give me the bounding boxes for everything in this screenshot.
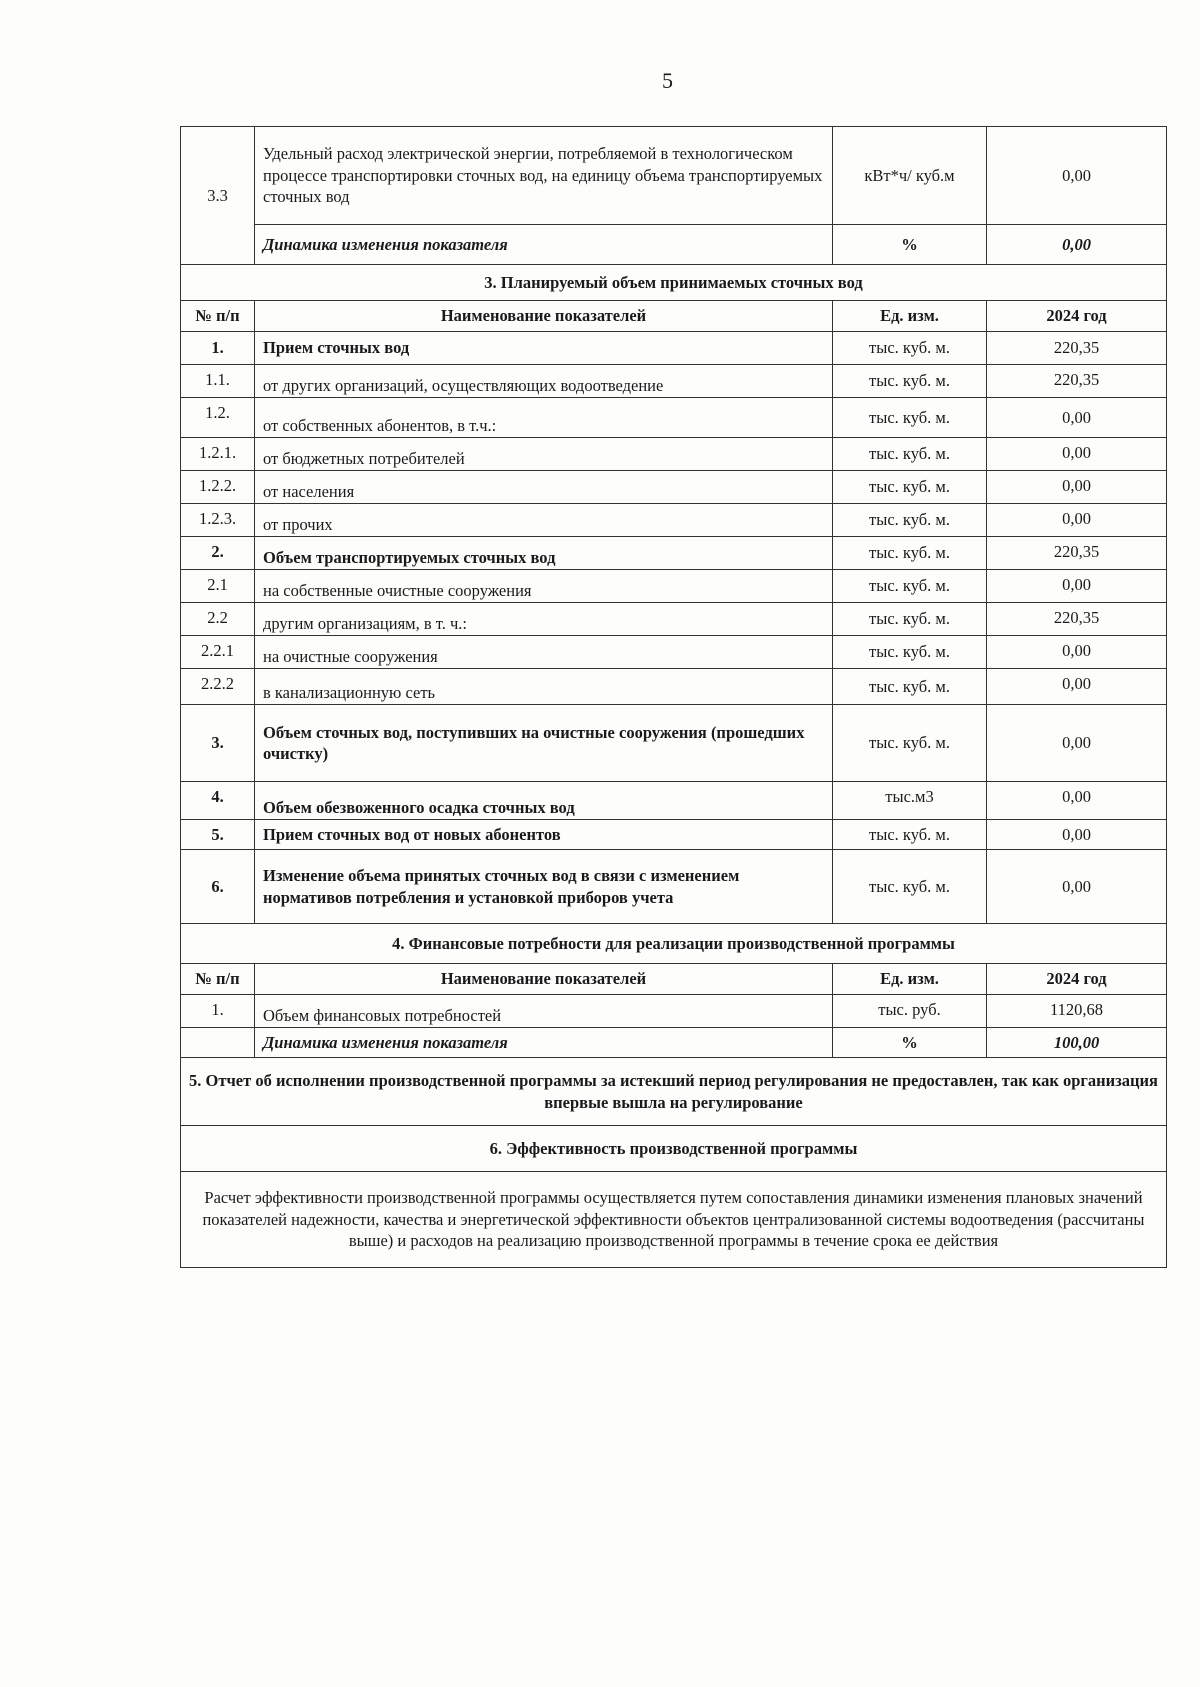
row-number: 1.2.3. [181, 504, 255, 537]
indicator-name: Прием сточных вод от новых абонентов [255, 820, 833, 850]
table-row [181, 398, 1167, 438]
table-row [181, 570, 1167, 603]
indicator-name: Объем обезвоженного осадка сточных вод [255, 782, 833, 820]
row-number: 5. [181, 820, 255, 850]
indicator-name: от собственных абонентов, в т.ч.: [255, 398, 833, 438]
indicator-unit: тыс. куб. м. [833, 705, 987, 782]
indicators-table [180, 126, 1167, 1268]
indicator-value: 0,00 [987, 636, 1167, 669]
table-row [181, 471, 1167, 504]
row-number: 4. [181, 782, 255, 820]
dynamics-value: 0,00 [987, 225, 1167, 265]
column-header: № п/п [181, 964, 255, 995]
row-number: 2.1 [181, 570, 255, 603]
row-number: 3. [181, 705, 255, 782]
indicator-value: 220,35 [987, 603, 1167, 636]
indicator-name: Объем сточных вод, поступивших на очистные сооружения (прошедших очистку) [255, 705, 833, 782]
indicator-value: 0,00 [987, 850, 1167, 924]
table-row [181, 438, 1167, 471]
column-header: Ед. изм. [833, 301, 987, 332]
indicator-unit: тыс.м3 [833, 782, 987, 820]
indicator-unit: тыс. куб. м. [833, 570, 987, 603]
indicator-name: от бюджетных потребителей [255, 438, 833, 471]
row-number: 1. [181, 995, 255, 1028]
dynamics-unit: % [833, 225, 987, 265]
row-number: 1.2.2. [181, 471, 255, 504]
row-number: 6. [181, 850, 255, 924]
indicator-unit: тыс. куб. м. [833, 850, 987, 924]
section-paragraph: Расчет эффективности производственной программы осуществляется путем сопоставления динамики изменения плановых значений показателей надежности, качества и энергетической эффективности объектов централизованной системы водоотведения (рассчитаны выше) и расходов на реализацию производственной программы в течение срока ее действия [181, 1172, 1167, 1268]
section-title: 4. Финансовые потребности для реализации производственной программы [181, 924, 1167, 964]
section-6-text-row [181, 1172, 1167, 1268]
indicator-unit: тыс. куб. м. [833, 603, 987, 636]
row-number: 1. [181, 332, 255, 365]
indicator-value: 0,00 [987, 504, 1167, 537]
table-row [181, 603, 1167, 636]
indicator-name: Объем транспортируемых сточных вод [255, 537, 833, 570]
indicator-name: на очистные сооружения [255, 636, 833, 669]
indicator-unit: тыс. куб. м. [833, 504, 987, 537]
table-row [181, 820, 1167, 850]
table-row [181, 705, 1167, 782]
column-header: Наименование показателей [255, 301, 833, 332]
section-5-row [181, 1058, 1167, 1126]
table-row [181, 537, 1167, 570]
indicator-value: 0,00 [987, 438, 1167, 471]
section-6-title-row [181, 1126, 1167, 1172]
table-row-3-3 [181, 127, 1167, 225]
indicator-unit: тыс. куб. м. [833, 438, 987, 471]
column-header: Наименование показателей [255, 964, 833, 995]
column-header: 2024 год [987, 301, 1167, 332]
page-number: 5 [662, 68, 673, 93]
row-number: 1.2.1. [181, 438, 255, 471]
dynamics-value: 100,00 [987, 1028, 1167, 1058]
row-number: 2.2.1 [181, 636, 255, 669]
indicator-name: другим организациям, в т. ч.: [255, 603, 833, 636]
indicator-value: 220,35 [987, 365, 1167, 398]
row-number: 2.2.2 [181, 669, 255, 705]
indicator-name: Изменение объема принятых сточных вод в связи с изменением нормативов потребления и установкой приборов учета [255, 850, 833, 924]
indicator-name: на собственные очистные сооружения [255, 570, 833, 603]
indicator-value: 0,00 [987, 471, 1167, 504]
indicator-unit: тыс. куб. м. [833, 398, 987, 438]
indicator-value: 220,35 [987, 537, 1167, 570]
section-3-title-row [181, 265, 1167, 301]
table-row [181, 365, 1167, 398]
column-header: № п/п [181, 301, 255, 332]
indicator-value: 0,00 [987, 705, 1167, 782]
indicator-value: 0,00 [987, 127, 1167, 225]
indicator-value: 0,00 [987, 782, 1167, 820]
dynamics-row [181, 225, 1167, 265]
indicator-name: от других организаций, осуществляющих водоотведение [255, 365, 833, 398]
table-header-row [181, 964, 1167, 995]
table-row [181, 669, 1167, 705]
column-header: 2024 год [987, 964, 1167, 995]
section-title: 3. Планируемый объем принимаемых сточных вод [181, 265, 1167, 301]
table-row [181, 995, 1167, 1028]
table-row [181, 504, 1167, 537]
indicator-unit: тыс. куб. м. [833, 537, 987, 570]
dynamics-unit: % [833, 1028, 987, 1058]
indicator-value: 220,35 [987, 332, 1167, 365]
indicator-unit: тыс. куб. м. [833, 820, 987, 850]
dynamics-label: Динамика изменения показателя [255, 225, 833, 265]
section-title: 5. Отчет об исполнении производственной программы за истекший период регулирования не предоставлен, так как организация впервые вышла на регулирование [181, 1058, 1167, 1126]
indicator-unit: тыс. куб. м. [833, 365, 987, 398]
indicator-unit: кВт*ч/ куб.м [833, 127, 987, 225]
indicator-name: от населения [255, 471, 833, 504]
column-header: Ед. изм. [833, 964, 987, 995]
indicator-value: 1120,68 [987, 995, 1167, 1028]
indicator-unit: тыс. руб. [833, 995, 987, 1028]
indicator-name: от прочих [255, 504, 833, 537]
table-row [181, 850, 1167, 924]
table-row [181, 782, 1167, 820]
table-row [181, 636, 1167, 669]
indicator-value: 0,00 [987, 570, 1167, 603]
indicator-unit: тыс. куб. м. [833, 332, 987, 365]
row-number: 1.2. [181, 398, 255, 438]
row-number: 1.1. [181, 365, 255, 398]
table-row [181, 332, 1167, 365]
dynamics-row [181, 1028, 1167, 1058]
indicator-value: 0,00 [987, 820, 1167, 850]
section-title: 6. Эффективность производственной программы [181, 1126, 1167, 1172]
empty-cell [181, 1028, 255, 1058]
indicator-value: 0,00 [987, 398, 1167, 438]
table-header-row [181, 301, 1167, 332]
indicator-unit: тыс. куб. м. [833, 636, 987, 669]
indicator-unit: тыс. куб. м. [833, 669, 987, 705]
section-4-title-row [181, 924, 1167, 964]
indicator-name: Объем финансовых потребностей [255, 995, 833, 1028]
dynamics-label: Динамика изменения показателя [255, 1028, 833, 1058]
row-number: 3.3 [181, 127, 255, 265]
row-number: 2.2 [181, 603, 255, 636]
indicator-name: в канализационную сеть [255, 669, 833, 705]
indicator-unit: тыс. куб. м. [833, 471, 987, 504]
indicator-name: Удельный расход электрической энергии, потребляемой в технологическом процессе транспортировки сточных вод, на единицу объема транспортируемых сточных вод [255, 127, 833, 225]
indicator-value: 0,00 [987, 669, 1167, 705]
indicator-name: Прием сточных вод [255, 332, 833, 365]
row-number: 2. [181, 537, 255, 570]
